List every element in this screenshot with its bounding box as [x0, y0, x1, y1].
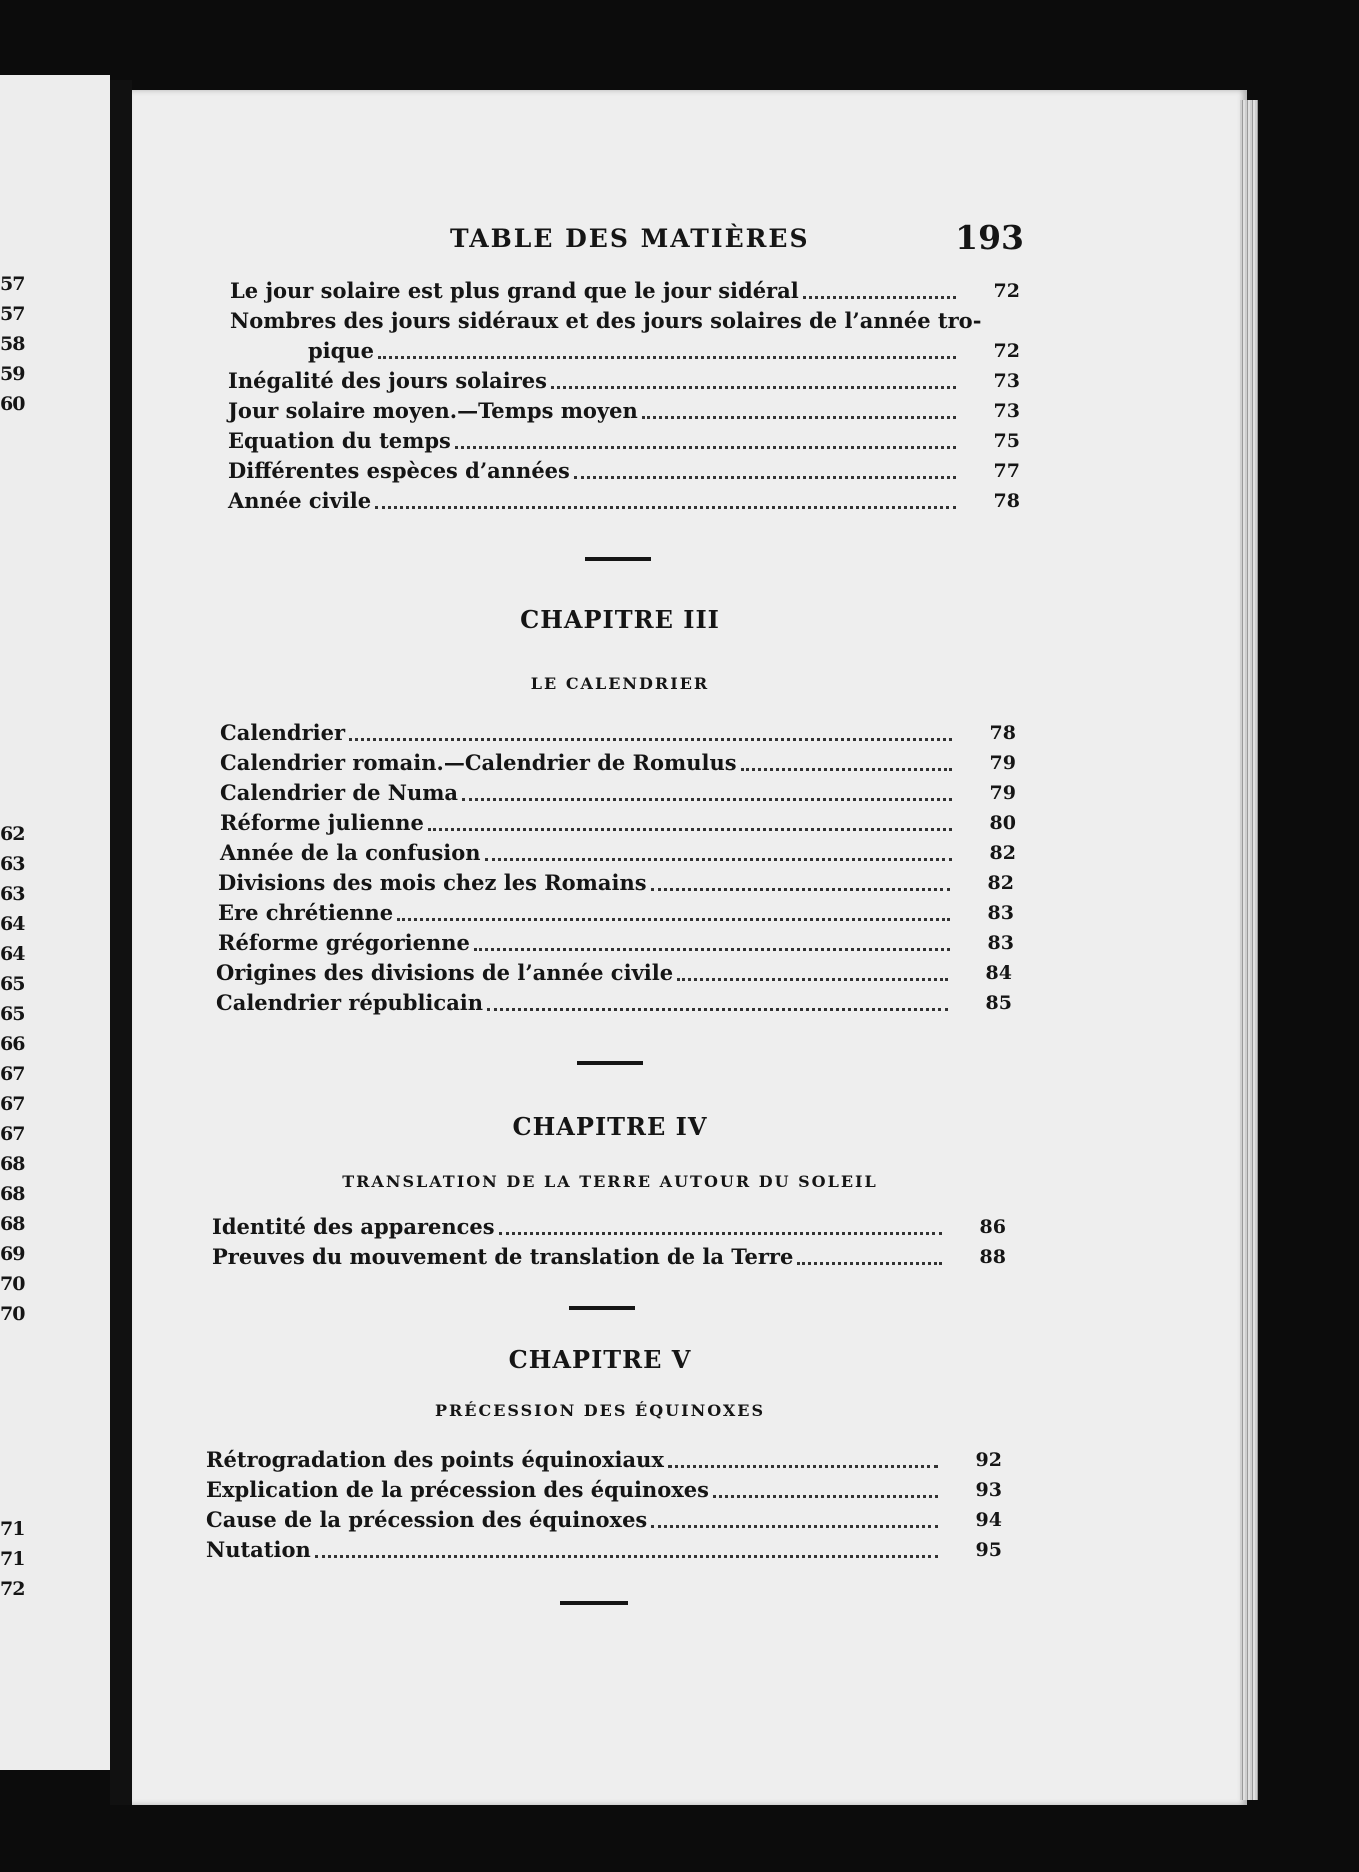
leader-dots	[713, 1494, 938, 1498]
leader-dots	[651, 1524, 938, 1528]
leader-dots	[797, 1261, 942, 1265]
leader-dots	[651, 887, 950, 891]
chapter-heading: CHAPITRE V	[508, 1345, 692, 1374]
facing-page-number: 64	[0, 943, 25, 965]
toc-entry	[220, 806, 1016, 836]
toc-entry-title: pique	[308, 338, 374, 363]
toc-entry-title: Inégalité des jours solaires	[228, 368, 547, 393]
toc-entry	[212, 1240, 1006, 1270]
facing-page-number: 57	[0, 303, 25, 325]
toc-entry-title: Le jour solaire est plus grand que le jour sidéral	[230, 278, 799, 303]
leader-dots	[455, 445, 956, 449]
left-page-fragment	[0, 75, 110, 1770]
toc-entry-page: 92	[975, 1449, 1002, 1471]
toc-entry-page: 95	[975, 1539, 1002, 1561]
toc-entry-title: Calendrier romain.—Calendrier de Romulus	[220, 750, 737, 775]
toc-entry	[220, 716, 1016, 746]
toc-entry-page: 86	[979, 1216, 1006, 1238]
section-rule	[569, 1306, 635, 1310]
toc-entry-page: 82	[989, 842, 1016, 864]
section-rule	[577, 1061, 643, 1065]
toc-entry	[228, 424, 1020, 454]
toc-entry	[228, 454, 1020, 484]
toc-entry	[206, 1473, 1002, 1503]
toc-entry-page: 85	[985, 992, 1012, 1014]
toc-entry-title: Nombres des jours sidéraux et des jours solaires de l’année tro-	[230, 308, 982, 333]
toc-entry	[216, 986, 1012, 1016]
facing-page-number: 68	[0, 1183, 25, 1205]
toc-entry-page: 78	[993, 490, 1020, 512]
facing-page-number: 67	[0, 1123, 25, 1145]
chapter-heading: CHAPITRE III	[520, 605, 720, 634]
toc-entry	[220, 776, 1016, 806]
chapter-subheading: TRANSLATION DE LA TERRE AUTOUR DU SOLEIL	[342, 1172, 878, 1191]
toc-entry-title: Réforme grégorienne	[218, 930, 470, 955]
toc-entry-page: 83	[987, 932, 1014, 954]
facing-page-number: 70	[0, 1273, 25, 1295]
facing-page-number: 65	[0, 1003, 25, 1025]
leader-dots	[574, 475, 956, 479]
toc-entry-title: Calendrier	[220, 720, 346, 745]
leader-dots	[428, 827, 952, 831]
toc-entry	[228, 364, 1020, 394]
leader-dots	[668, 1464, 938, 1468]
toc-entry-page: 72	[993, 280, 1020, 302]
toc-entry-title: Réforme julienne	[220, 810, 424, 835]
facing-page-number: 68	[0, 1153, 25, 1175]
facing-page-number: 64	[0, 913, 25, 935]
facing-page-number: 70	[0, 1303, 25, 1325]
chapter-subheading: LE CALENDRIER	[530, 674, 710, 693]
toc-entry-page: 79	[989, 752, 1016, 774]
leader-dots	[349, 737, 952, 741]
toc-entry-page: 93	[975, 1479, 1002, 1501]
leader-dots	[499, 1231, 942, 1235]
leader-dots	[375, 505, 956, 509]
toc-entry-title: Nutation	[206, 1537, 311, 1562]
toc-entry-page: 94	[975, 1509, 1002, 1531]
facing-page-number: 58	[0, 333, 25, 355]
facing-page-number: 65	[0, 973, 25, 995]
toc-entry-continuation	[308, 334, 1020, 364]
toc-entry	[230, 304, 1020, 334]
toc-entry-title: Equation du temps	[228, 428, 451, 453]
toc-entry-page: 78	[989, 722, 1016, 744]
facing-page-number: 68	[0, 1213, 25, 1235]
facing-page-number: 71	[0, 1548, 25, 1570]
leader-dots	[487, 1007, 948, 1011]
leader-dots	[485, 857, 952, 861]
facing-page-number: 71	[0, 1518, 25, 1540]
toc-entry	[206, 1443, 1002, 1473]
toc-entry-title: Rétrogradation des points équinoxiaux	[206, 1447, 664, 1472]
toc-entry	[228, 394, 1020, 424]
facing-page-number: 72	[0, 1578, 25, 1600]
toc-entry	[216, 956, 1012, 986]
toc-entry-page: 88	[979, 1246, 1006, 1268]
leader-dots	[397, 917, 950, 921]
facing-page-number: 62	[0, 823, 25, 845]
page-header	[450, 218, 1030, 258]
toc-entry-title: Origines des divisions de l’année civile	[216, 960, 674, 985]
leader-dots	[315, 1554, 938, 1558]
toc-entry-title: Cause de la précession des équinoxes	[206, 1507, 648, 1532]
page-number: 193	[955, 218, 1024, 257]
leader-dots	[474, 947, 950, 951]
toc-entry	[218, 896, 1014, 926]
toc-entry-title: Jour solaire moyen.—Temps moyen	[228, 398, 638, 423]
book-gutter	[110, 80, 132, 1805]
toc-entry	[218, 926, 1014, 956]
running-title: TABLE DES MATIÈRES	[450, 224, 810, 253]
chapter-subheading: PRÉCESSION DES ÉQUINOXES	[434, 1401, 766, 1420]
facing-page-number: 66	[0, 1033, 25, 1055]
toc-entry	[220, 746, 1016, 776]
toc-entry	[218, 866, 1014, 896]
toc-entry-page: 82	[987, 872, 1014, 894]
leader-dots	[803, 295, 956, 299]
chapter-heading: CHAPITRE IV	[512, 1112, 708, 1141]
leader-dots	[741, 767, 952, 771]
toc-entry-page: 77	[993, 460, 1020, 482]
toc-entry-page: 84	[985, 962, 1012, 984]
facing-page-number: 63	[0, 883, 25, 905]
toc-entry-title: Divisions des mois chez les Romains	[218, 870, 647, 895]
toc-entry-title: Année civile	[228, 488, 372, 513]
toc-entry-title: Explication de la précession des équinoxes	[206, 1477, 709, 1502]
leader-dots	[642, 415, 956, 419]
facing-page-number: 63	[0, 853, 25, 875]
toc-entry-page: 72	[993, 340, 1020, 362]
toc-entry	[206, 1503, 1002, 1533]
toc-entry-title: Différentes espèces d’années	[228, 458, 570, 483]
toc-entry	[228, 484, 1020, 514]
toc-entry	[220, 836, 1016, 866]
section-rule	[585, 557, 651, 561]
toc-entry-title: Ere chrétienne	[218, 900, 394, 925]
toc-entry-page: 73	[993, 370, 1020, 392]
leader-dots	[378, 355, 956, 359]
leader-dots	[462, 797, 952, 801]
facing-page-number: 67	[0, 1063, 25, 1085]
leader-dots	[551, 385, 956, 389]
toc-entry	[206, 1533, 1002, 1563]
toc-entry-title: Calendrier de Numa	[220, 780, 459, 805]
toc-entry	[212, 1210, 1006, 1240]
toc-entry-title: Calendrier républicain	[216, 990, 484, 1015]
facing-page-number: 69	[0, 1243, 25, 1265]
toc-entry-title: Année de la confusion	[220, 840, 481, 865]
facing-page-number: 67	[0, 1093, 25, 1115]
toc-entry-page: 80	[989, 812, 1016, 834]
toc-entry-title: Preuves du mouvement de translation de la Terre	[212, 1244, 794, 1269]
leader-dots	[677, 977, 948, 981]
toc-entry-page: 83	[987, 902, 1014, 924]
toc-entry-page: 73	[993, 400, 1020, 422]
toc-entry-page: 75	[993, 430, 1020, 452]
toc-entry-title: Identité des apparences	[212, 1214, 495, 1239]
toc-entry-page: 79	[989, 782, 1016, 804]
facing-page-number: 60	[0, 393, 25, 415]
facing-page-number: 59	[0, 363, 25, 385]
toc-entry	[230, 274, 1020, 304]
facing-page-number: 57	[0, 273, 25, 295]
page-edge	[1240, 100, 1258, 1800]
section-rule	[560, 1601, 628, 1605]
